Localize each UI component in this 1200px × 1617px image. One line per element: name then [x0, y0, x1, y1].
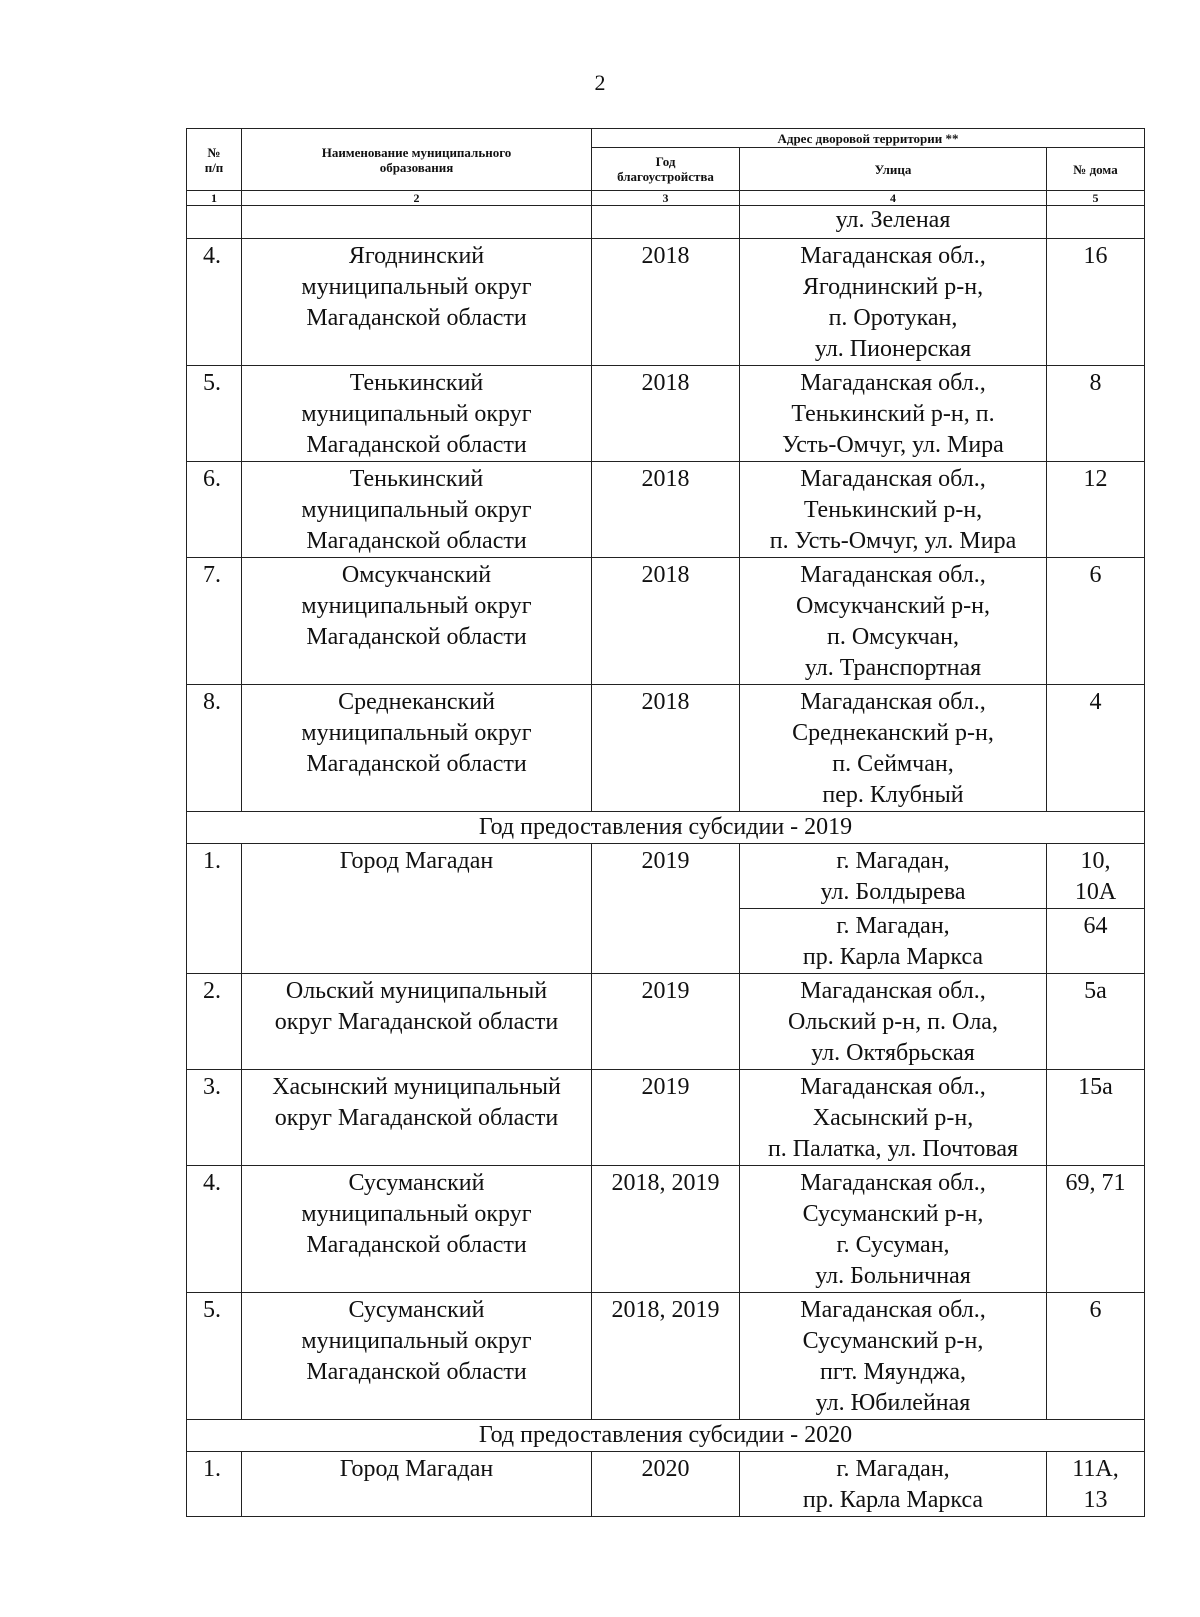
cell-num: 6.	[187, 462, 242, 558]
cell-house: 12	[1047, 462, 1145, 558]
cell-street: Магаданская обл., Ольский р-н, п. Ола, ул. Октябрьская	[740, 974, 1047, 1070]
cell-street: Магаданская обл., Сусуманский р-н, г. Сусуман, ул. Больничная	[740, 1166, 1047, 1293]
yard-territory-table	[186, 128, 1145, 1517]
table-row	[187, 206, 1145, 239]
cell-year: 2018	[592, 239, 740, 366]
table-row	[187, 239, 1145, 366]
table-row	[187, 366, 1145, 462]
cell-num: 1.	[187, 844, 242, 974]
cell-name: Омсукчанский муниципальный округ Магаданской области	[242, 558, 592, 685]
cell-house: 16	[1047, 239, 1145, 366]
cell-num: 7.	[187, 558, 242, 685]
cell-num: 5.	[187, 366, 242, 462]
cell-street: Магаданская обл., Омсукчанский р-н, п. Омсукчан, ул. Транспортная	[740, 558, 1047, 685]
header-address: Адрес дворовой территории **	[592, 129, 1145, 148]
cell-house: 15а	[1047, 1070, 1145, 1166]
table-row	[187, 1293, 1145, 1420]
column-number: 4	[740, 191, 1047, 206]
cell-name: Сусуманский муниципальный округ Магаданской области	[242, 1166, 592, 1293]
cell-num: 4.	[187, 239, 242, 366]
cell-street: г. Магадан, пр. Карла Маркса	[740, 1452, 1047, 1517]
cell-year: 2018	[592, 558, 740, 685]
header-name: Наименование муниципального образования	[242, 129, 592, 191]
cell-street: г. Магадан, пр. Карла Маркса	[740, 909, 1047, 974]
column-number: 2	[242, 191, 592, 206]
cell-name: Среднеканский муниципальный округ Магаданской области	[242, 685, 592, 812]
cell-name: Сусуманский муниципальный округ Магаданской области	[242, 1293, 592, 1420]
cell-street: Магаданская обл., Тенькинский р-н, п. Усть-Омчуг, ул. Мира	[740, 462, 1047, 558]
cell-year: 2018	[592, 366, 740, 462]
cell-street: Магаданская обл., Тенькинский р-н, п. Усть-Омчуг, ул. Мира	[740, 366, 1047, 462]
group-title: Год предоставления субсидии - 2019	[187, 812, 1145, 844]
table-row	[187, 1070, 1145, 1166]
cell-street: Магаданская обл., Сусуманский р-н, пгт. Мяунджа, ул. Юбилейная	[740, 1293, 1047, 1420]
cell-year: 2018, 2019	[592, 1293, 740, 1420]
group-header-row	[187, 812, 1145, 844]
cell-house: 4	[1047, 685, 1145, 812]
table-row	[187, 1166, 1145, 1293]
group-title: Год предоставления субсидии - 2020	[187, 1420, 1145, 1452]
cell-num: 3.	[187, 1070, 242, 1166]
cell-year: 2019	[592, 1070, 740, 1166]
cell-house: 8	[1047, 366, 1145, 462]
table-row	[187, 685, 1145, 812]
cell-num: 4.	[187, 1166, 242, 1293]
cell-street: Магаданская обл., Хасынский р-н, п. Палатка, ул. Почтовая	[740, 1070, 1047, 1166]
table-row	[187, 974, 1145, 1070]
table-row	[187, 844, 1145, 909]
cell-year: 2018	[592, 685, 740, 812]
cell-name: Город Магадан	[242, 844, 592, 974]
table-row	[187, 462, 1145, 558]
cell-house: 11А, 13	[1047, 1452, 1145, 1517]
cell-street: ул. Зеленая	[740, 206, 1047, 239]
cell-year: 2019	[592, 844, 740, 974]
table-row	[187, 558, 1145, 685]
cell-house: 6	[1047, 1293, 1145, 1420]
cell-street: Магаданская обл., Ягоднинский р-н, п. Оротукан, ул. Пионерская	[740, 239, 1047, 366]
header-year: Год благоустройства	[592, 148, 740, 191]
cell-year: 2018, 2019	[592, 1166, 740, 1293]
column-number: 1	[187, 191, 242, 206]
cell-num: 8.	[187, 685, 242, 812]
cell-year: 2020	[592, 1452, 740, 1517]
cell-name: Тенькинский муниципальный округ Магаданской области	[242, 462, 592, 558]
cell-house: 10, 10А	[1047, 844, 1145, 909]
table-row	[187, 1452, 1145, 1517]
cell-name: Ольский муниципальный округ Магаданской области	[242, 974, 592, 1070]
cell-house: 64	[1047, 909, 1145, 974]
cell-num: 5.	[187, 1293, 242, 1420]
cell-house: 69, 71	[1047, 1166, 1145, 1293]
cell-house: 5а	[1047, 974, 1145, 1070]
header-street: Улица	[740, 148, 1047, 191]
page-number: 2	[594, 70, 606, 95]
header-house: № дома	[1047, 148, 1145, 191]
cell-name: Хасынский муниципальный округ Магаданской области	[242, 1070, 592, 1166]
column-number: 3	[592, 191, 740, 206]
cell-name: Город Магадан	[242, 1452, 592, 1517]
cell-num: 1.	[187, 1452, 242, 1517]
cell-year: 2019	[592, 974, 740, 1070]
cell-num: 2.	[187, 974, 242, 1070]
cell-house: 6	[1047, 558, 1145, 685]
column-number: 5	[1047, 191, 1145, 206]
header-num: № п/п	[187, 129, 242, 191]
cell-name: Ягоднинский муниципальный округ Магаданской области	[242, 239, 592, 366]
cell-year: 2018	[592, 462, 740, 558]
cell-name: Тенькинский муниципальный округ Магаданской области	[242, 366, 592, 462]
group-header-row	[187, 1420, 1145, 1452]
cell-street: г. Магадан, ул. Болдырева	[740, 844, 1047, 909]
cell-street: Магаданская обл., Среднеканский р-н, п. Сеймчан, пер. Клубный	[740, 685, 1047, 812]
